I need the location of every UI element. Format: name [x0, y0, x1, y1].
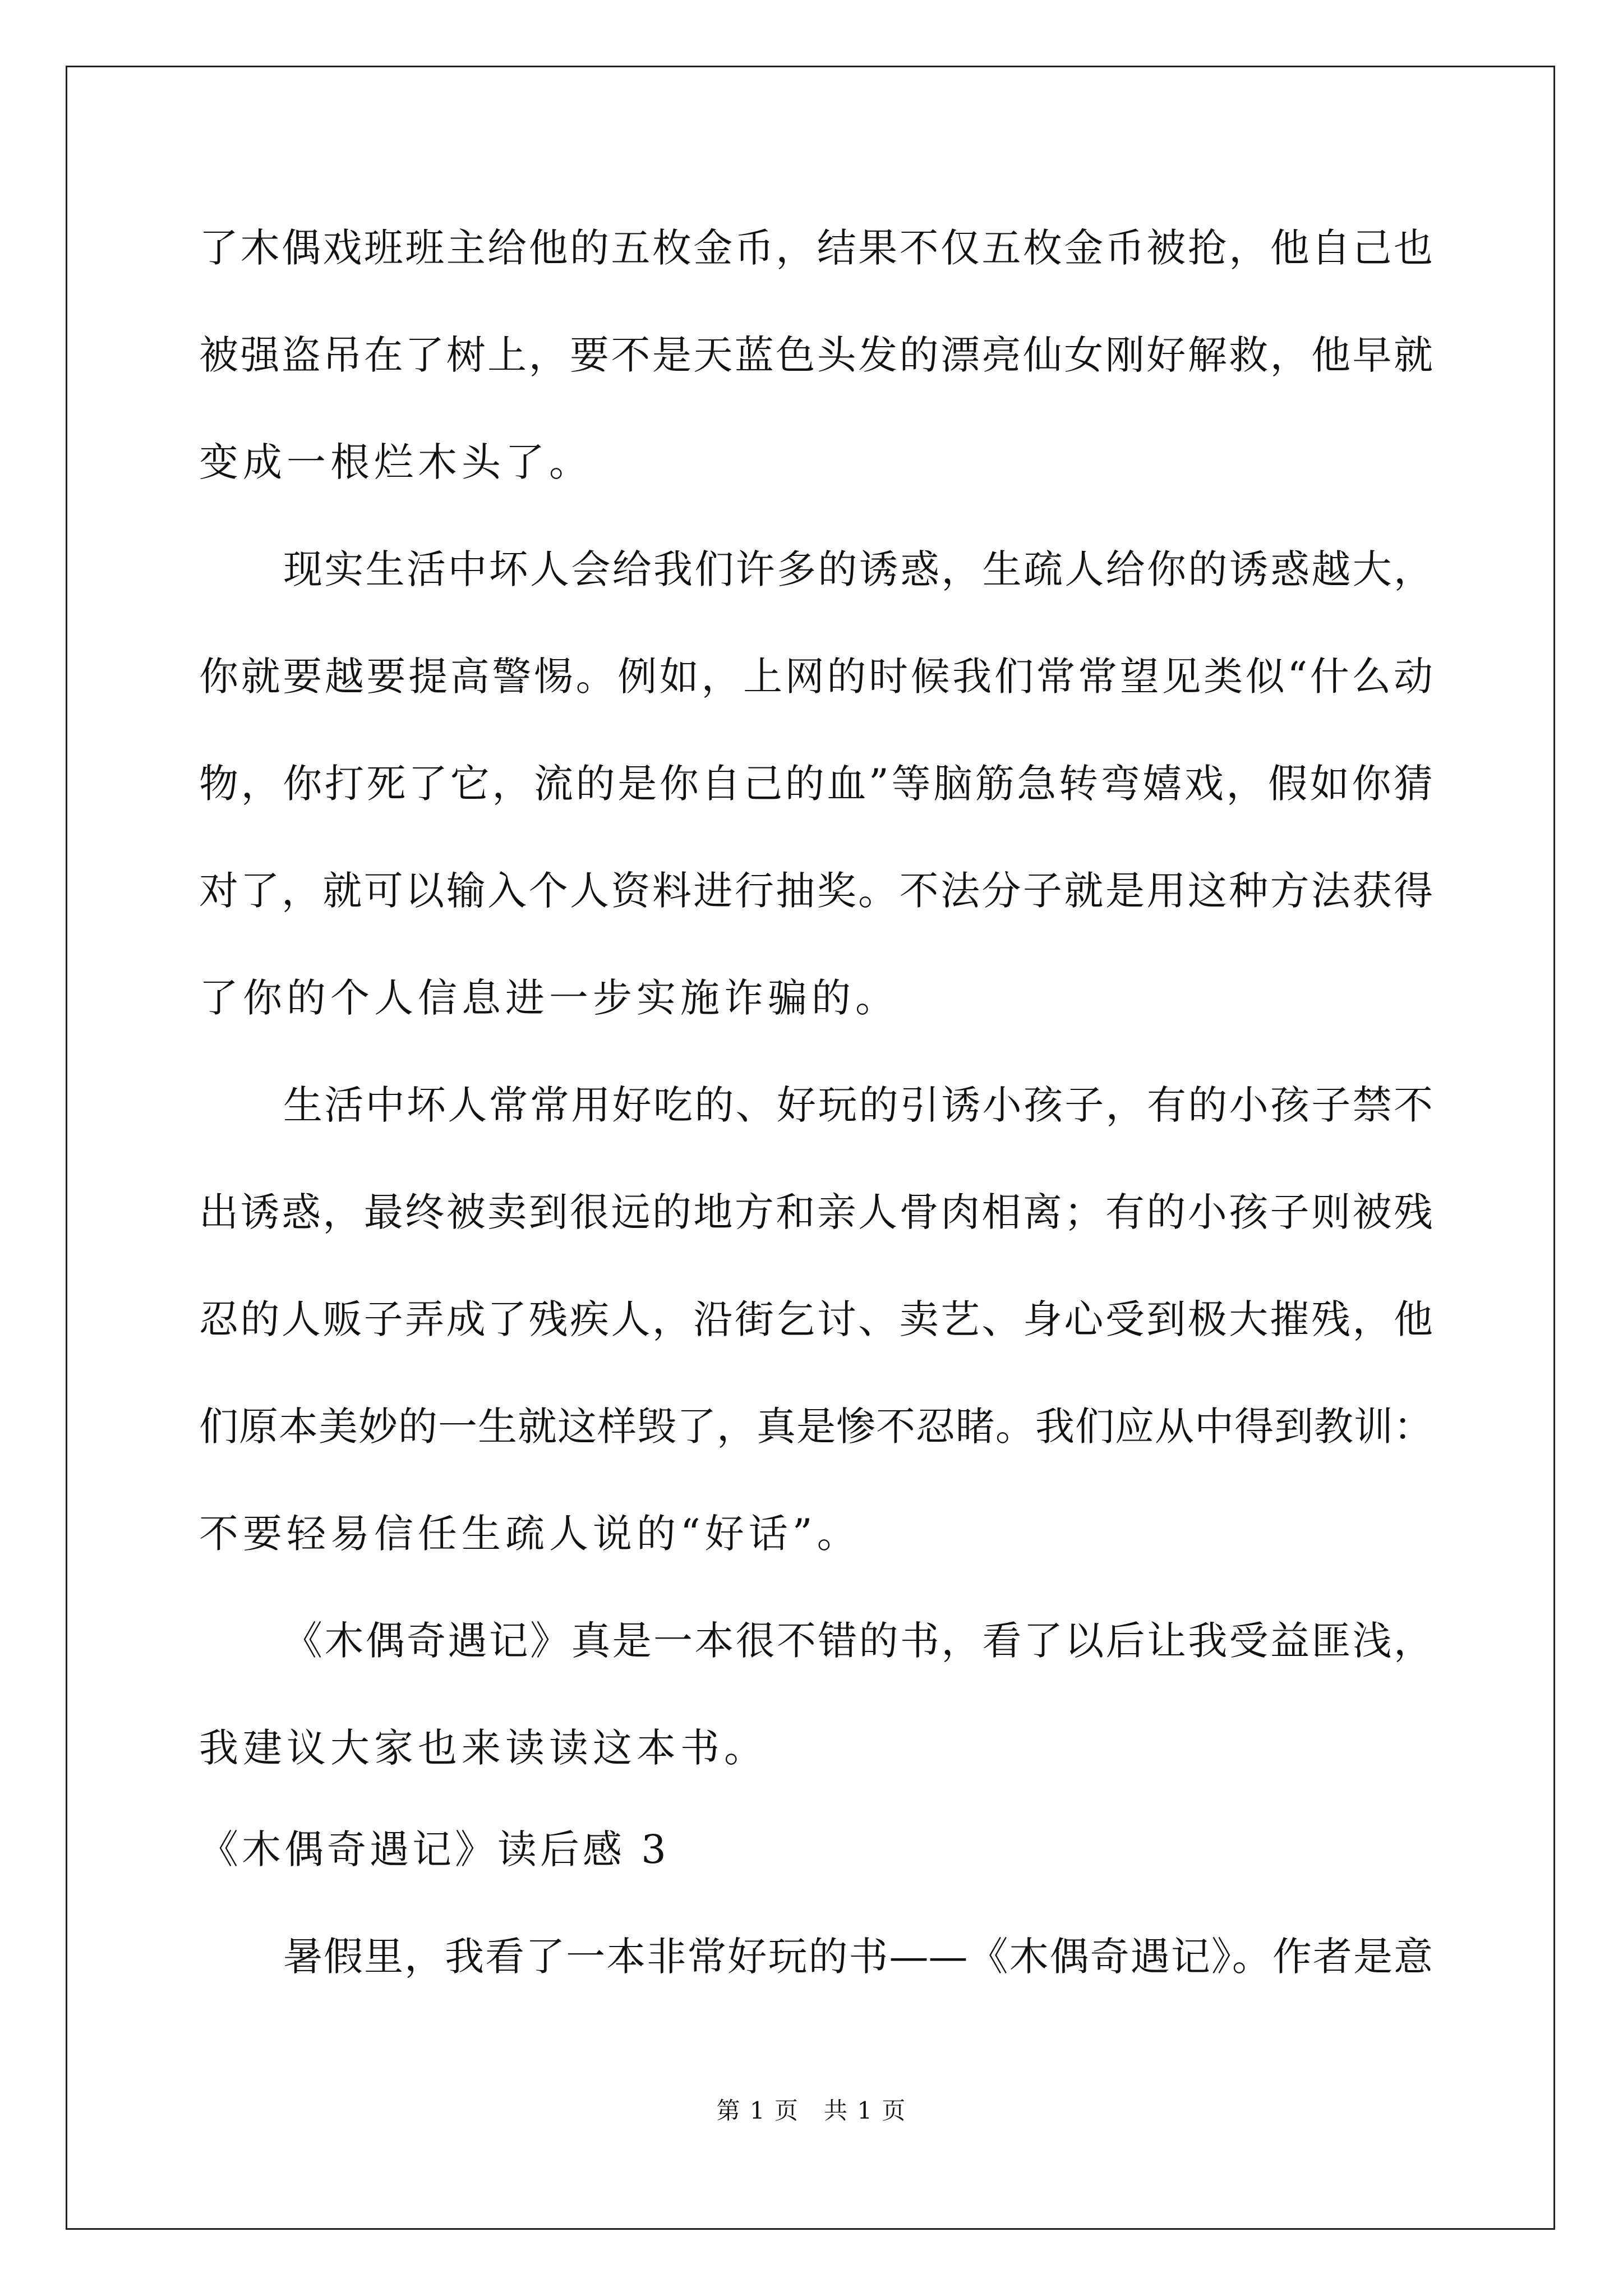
text-line: 现实生活中坏人会给我们许多的诱惑，生疏人给你的诱惑越大，: [283, 546, 1433, 592]
text-line: 被强盗吊在了树上，要不是天蓝色头发的漂亮仙女刚好解救，他早就: [199, 332, 1433, 378]
text-line: 了木偶戏班班主给他的五枚金币，结果不仅五枚金币被抢，他自己也: [199, 225, 1433, 271]
text-line: 变成一根烂木头了。: [199, 439, 593, 485]
text-line: 们原本美妙的一生就这样毁了，真是惨不忍睹。我们应从中得到教训：: [199, 1404, 1433, 1450]
text-line: 了你的个人信息进一步实施诈骗的。: [199, 975, 899, 1021]
text-line: 出诱惑，最终被卖到很远的地方和亲人骨肉相离；有的小孩子则被残: [199, 1189, 1433, 1235]
text-line: 《木偶奇遇记》真是一本很不错的书，看了以后让我受益匪浅，: [283, 1618, 1433, 1664]
text-line: 暑假里，我看了一本非常好玩的书——《木偶奇遇记》。作者是意: [283, 1934, 1433, 1980]
text-line: 对了，就可以输入个人资料进行抽奖。不法分子就是用这种方法获得: [199, 868, 1433, 914]
text-line: 我建议大家也来读读这本书。: [199, 1725, 768, 1771]
text-line: 生活中坏人常常用好吃的、好玩的引诱小孩子，有的小孩子禁不: [283, 1082, 1433, 1128]
text-line: 物，你打死了它，流的是你自己的血”等脑筋急转弯嬉戏，假如你猜: [199, 761, 1433, 807]
section-heading: 《木偶奇遇记》读后感 3: [199, 1826, 670, 1872]
text-line: 你就要越要提高警惕。例如，上网的时候我们常常望见类似“什么动: [199, 654, 1433, 700]
page-frame: [66, 66, 1555, 2230]
page-footer: 第 1 页 共 1 页: [716, 2097, 907, 2124]
text-line: 忍的人贩子弄成了残疾人，沿街乞讨、卖艺、身心受到极大摧残，他: [199, 1296, 1433, 1342]
text-line: 不要轻易信任生疏人说的“好话”。: [199, 1511, 861, 1557]
